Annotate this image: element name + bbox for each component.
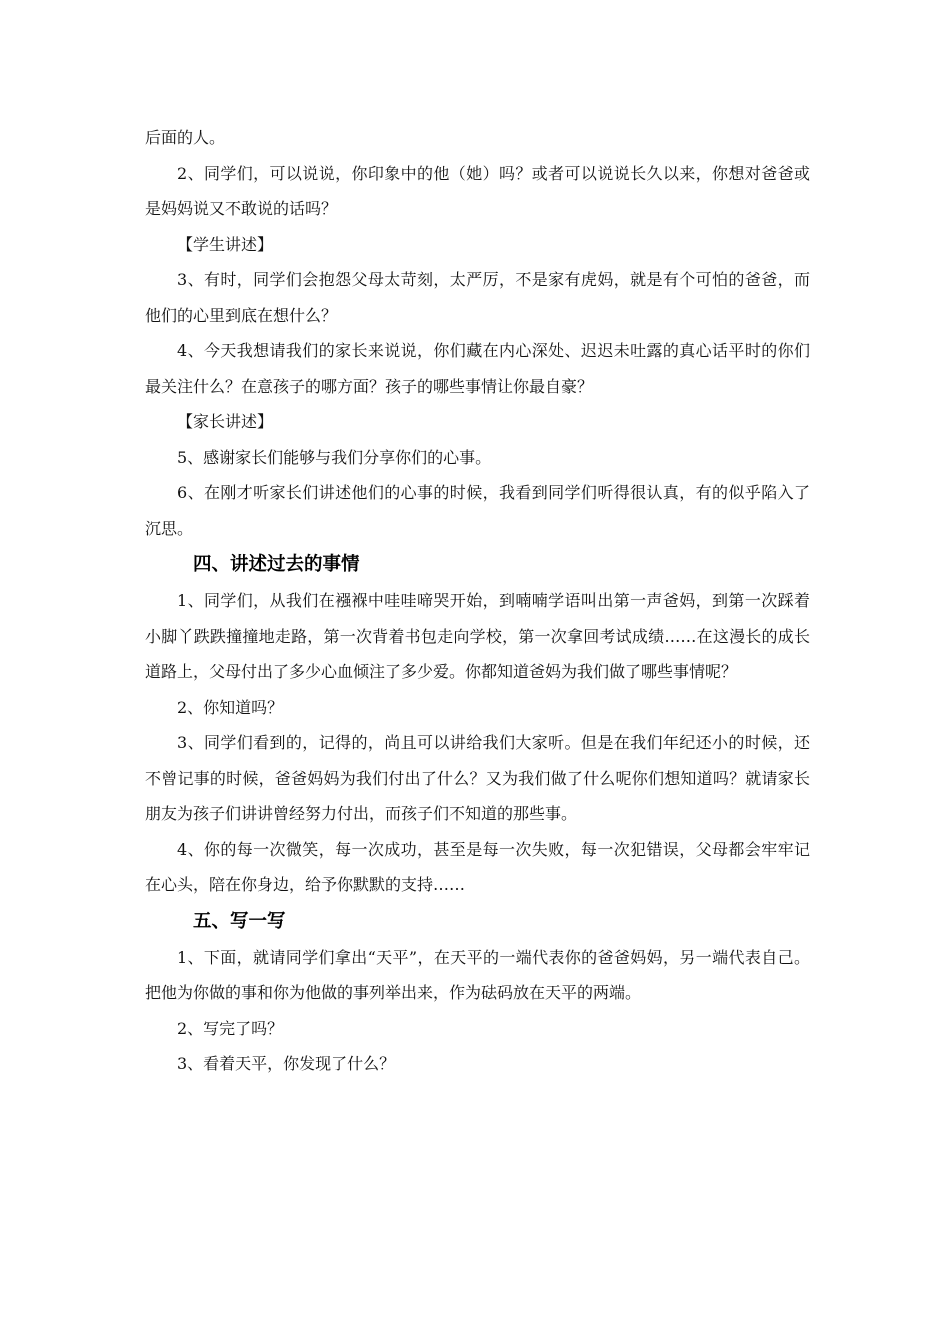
paragraph: 1、同学们，从我们在襁褓中哇哇啼哭开始，到喃喃学语叫出第一声爸妈，到第一次踩着小脚丫跌跌撞撞地走路，第一次背着书包走向学校，第一次拿回考试成绩……在这漫长的成长道路上，父母付出了多少心血倾注了多少爱。你都知道爸妈为我们做了哪些事情呢？ (145, 591, 810, 681)
section-heading-4: 四、讲述过去的事情 (193, 554, 360, 575)
paragraph: 1、下面，就请同学们拿出“天平”，在天平的一端代表你的爸爸妈妈，另一端代表自己。把他为你做的事和你为他做的事列举出来，作为砝码放在天平的两端。 (145, 947, 810, 1002)
paragraph: 4、今天我想请我们的家长来说说，你们藏在内心深处、迟迟未吐露的真心话平时的你们最关注什么？在意孩子的哪方面？孩子的哪些事情让你最自豪？ (145, 341, 810, 396)
paragraph: 3、有时，同学们会抱怨父母太苛刻，太严厉，不是家有虎妈，就是有个可怕的爸爸，而他们的心里到底在想什么？ (145, 270, 810, 325)
section-note-student: 【学生讲述】 (177, 234, 274, 254)
paragraph: 6、在刚才听家长们讲述他们的心事的时候，我看到同学们听得很认真，有的似乎陷入了沉思。 (145, 483, 810, 538)
paragraph: 3、同学们看到的，记得的，尚且可以讲给我们大家听。但是在我们年纪还小的时候，还不曾记事的时候，爸爸妈妈为我们付出了什么？又为我们做了什么呢你们想知道吗？就请家长朋友为孩子们讲讲曾经努力付出，而孩子们不知道的那些事。 (145, 733, 810, 823)
paragraph: 2、写完了吗？ (177, 1018, 284, 1038)
section-heading-5: 五、写一写 (193, 910, 286, 932)
paragraph: 4、你的每一次微笑，每一次成功，甚至是每一次失败，每一次犯错误，父母都会牢牢记在心头，陪在你身边，给予你默默的支持…… (145, 839, 810, 894)
section-note-parent: 【家长讲述】 (177, 412, 274, 431)
paragraph: 2、同学们，可以说说，你印象中的他（她）吗？或者可以说说长久以来，你想对爸爸或是妈妈说又不敢说的话吗？ (145, 163, 810, 218)
paragraph: 5、感谢家长们能够与我们分享你们的心事。 (177, 447, 492, 467)
paragraph: 2、你知道吗？ (177, 697, 284, 717)
document-body (145, 120, 810, 1082)
paragraph: 3、看着天平，你发现了什么？ (177, 1054, 396, 1073)
paragraph: 后面的人。 (145, 128, 226, 147)
